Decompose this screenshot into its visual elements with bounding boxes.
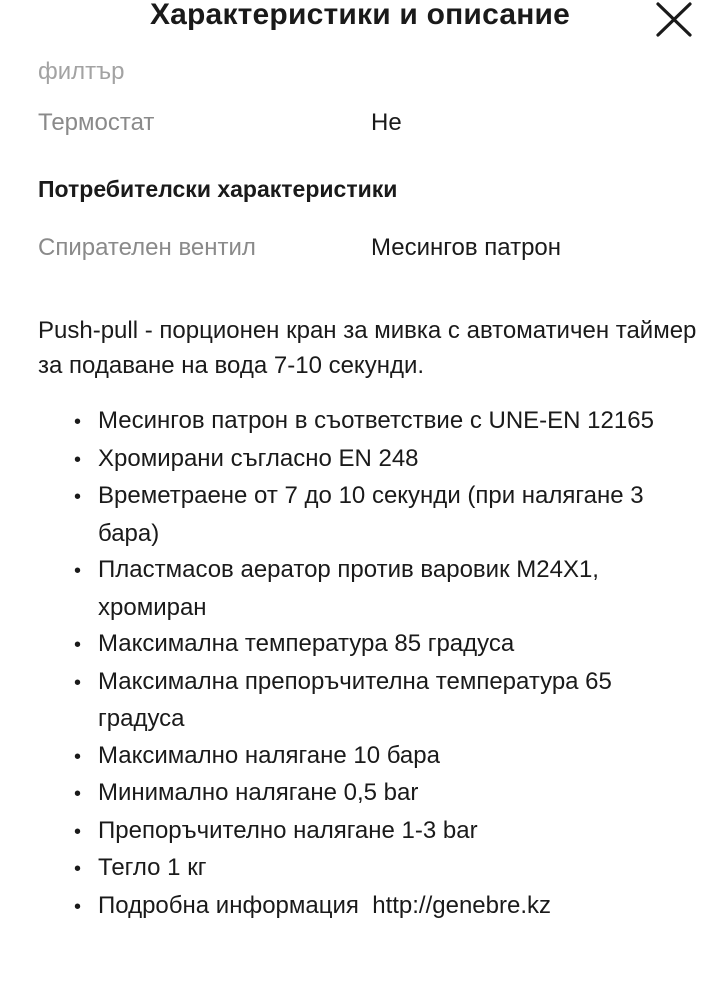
spec-label: Спирателен вентил <box>38 234 256 261</box>
list-item: • Времетраене от 7 до 10 секунди (при налягане 3 бара) <box>74 478 694 552</box>
bullet-icon: • <box>74 745 82 768</box>
close-icon <box>654 0 696 40</box>
list-item: • Максимално налягане 10 бара <box>74 738 694 776</box>
list-item: • Препоръчително налягане 1-3 bar <box>74 813 694 851</box>
modal-header <box>0 0 720 40</box>
bullet-icon: • <box>74 858 82 880</box>
bullet-icon: • <box>74 448 82 471</box>
list-item: • Максимална препоръчителна температура 65 градуса <box>74 664 694 738</box>
modal-title: Характеристики и описание <box>149 0 571 31</box>
bullet-icon: • <box>74 486 82 508</box>
close-button[interactable] <box>654 0 696 40</box>
spec-value: Месингов патрон <box>371 234 562 261</box>
list-item: • Тегло 1 кг <box>74 850 694 888</box>
list-item: • Максимална температура 85 градуса <box>74 626 694 664</box>
list-item: • Подробна информация http://genebre.kz <box>74 888 694 926</box>
bullet-icon: • <box>74 560 82 582</box>
spec-value: Не <box>371 109 402 136</box>
description-paragraph: Push-pull - порционен кран за мивка с автоматичен таймер за подаване на вода 7-10 секунди. <box>38 317 697 379</box>
bullet-icon: • <box>74 820 82 843</box>
bullet-icon: • <box>74 895 82 918</box>
section-title-consumer: Потребителски характеристики <box>38 176 398 202</box>
spec-label-filter: филтър <box>38 58 125 85</box>
feature-list <box>74 403 694 925</box>
list-item: • Пластмасов аератор против варовик М24Х1, хромиран <box>74 552 694 626</box>
bullet-icon: • <box>74 671 82 694</box>
list-item: • Месингов патрон в съответствие с UNE-EN 12165 <box>74 403 694 441</box>
bullet-icon: • <box>74 634 82 656</box>
spec-label: Термостат <box>38 109 155 136</box>
bullet-icon: • <box>74 783 82 805</box>
list-item: • Хромирани съгласно EN 248 <box>74 441 694 479</box>
bullet-icon: • <box>74 411 82 433</box>
list-item: • Минимално налягане 0,5 bar <box>74 775 694 813</box>
